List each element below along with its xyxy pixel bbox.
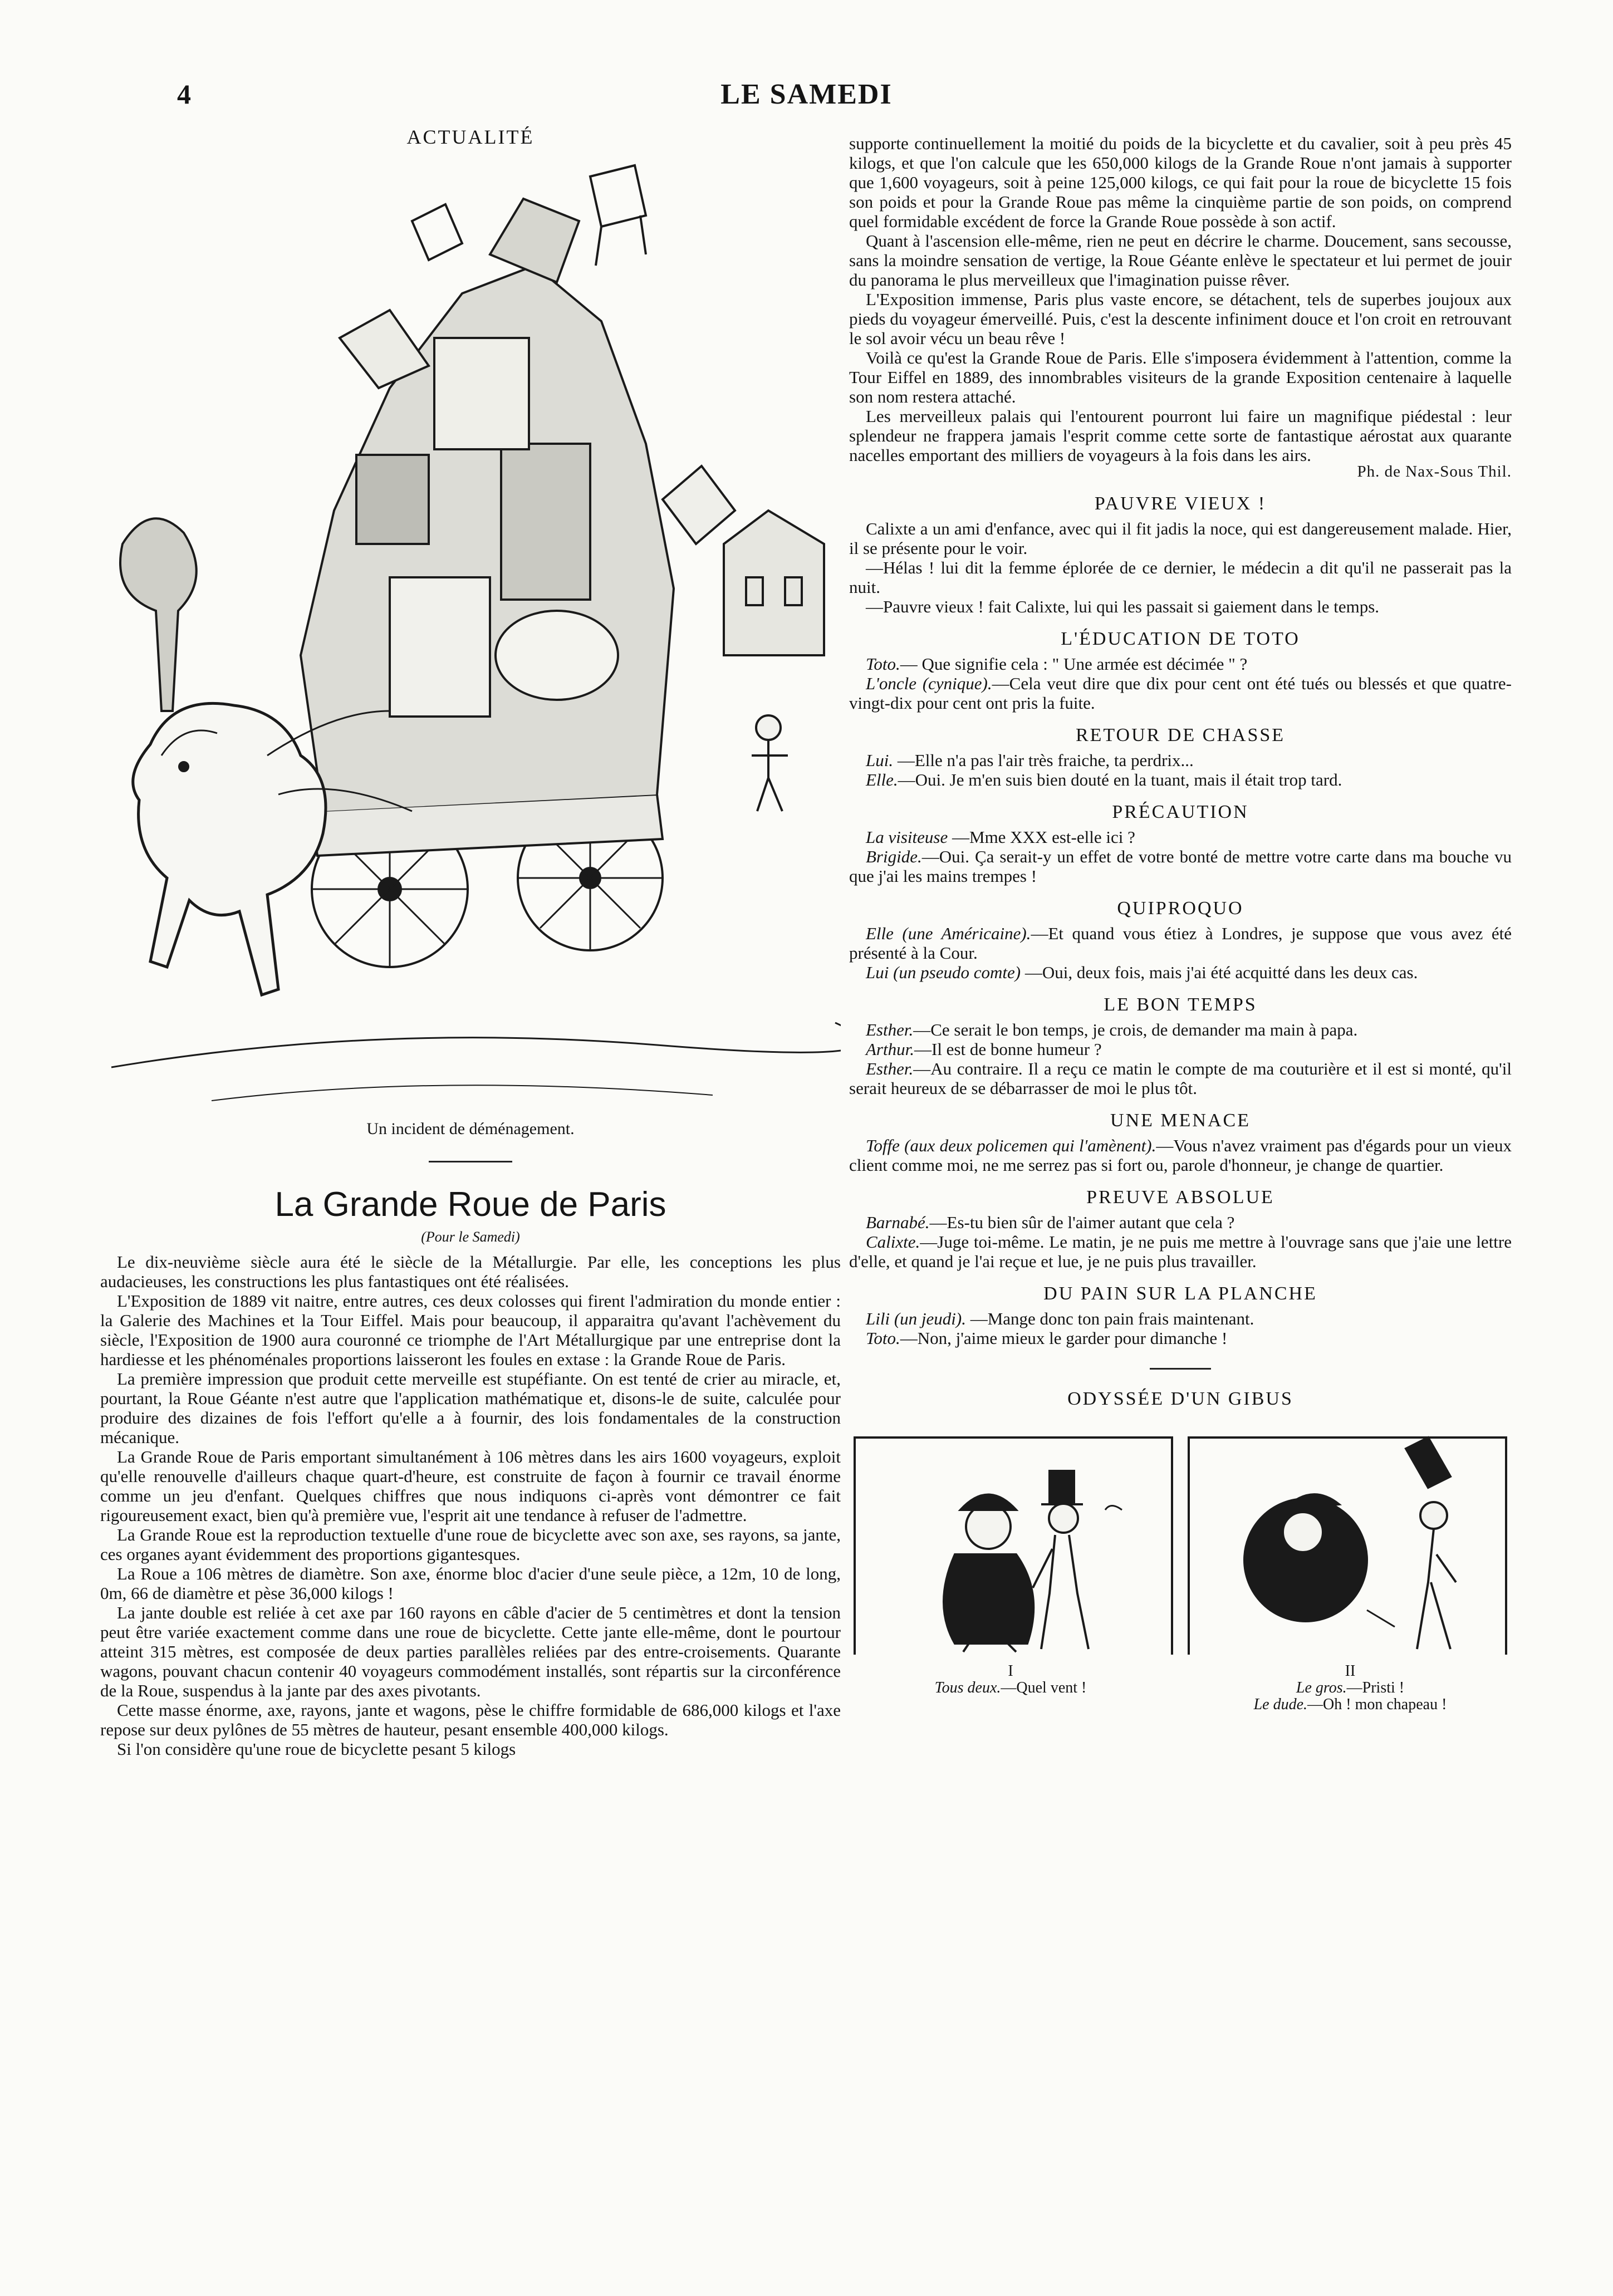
article-paragraph: Voilà ce qu'est la Grande Roue de Paris. Elle s'imposera évidemment à l'attention, comme la Tour Eiffel en 1889, des innombrables visiteurs de la grande Exposition centenaire à laquelle son nom restera attaché.	[849, 348, 1512, 406]
joke-title: RETOUR DE CHASSE	[1075, 725, 1286, 745]
joke-line: Lili (un jeudi). —Mange donc ton pain frais maintenant.	[866, 1309, 1254, 1328]
joke-retour-de-chasse	[849, 725, 1512, 789]
joke-line: Toto.— Que signifie cela : " Une armée est décimée " ?	[866, 654, 1248, 674]
masthead: LE SAMEDI	[720, 79, 893, 110]
article-paragraph: L'Exposition immense, Paris plus vaste encore, se détachent, tels de superbes joujoux aux pieds du voyageur émerveillé. Puis, c'est la descente infiniment douce et l'on croit en retrouvant le sol avoir vécu un beau rêve !	[849, 290, 1512, 348]
joke-title: PREUVE ABSOLUE	[1086, 1187, 1274, 1208]
article-paragraph: La Roue a 106 mètres de diamètre. Son axe, énorme bloc d'acier d'une seule pièce, a 12m, 10 de long, 0m, 66 de diamètre et pèse 36,000 kilogs !	[100, 1564, 841, 1603]
article-paragraph: La Grande Roue de Paris emportant simultanément à 106 mètres dans les airs 1600 voyageurs, exploit qu'elle renouvelle d'ailleurs chaque quart-d'heure, est construite de façon à fournir ce travail énorme comme un jeu d'enfant. Quelques chiffres que nous indiquons ci-après vont démontrer ce fait rigoureusement exact, bien qu'à première vue, l'esprit ait une tendance à refuser de l'admettre.	[100, 1447, 841, 1525]
joke-preuve-absolue	[849, 1187, 1512, 1271]
left-column	[100, 125, 841, 2285]
joke-line: Elle.—Oui. Je m'en suis bien douté en la tuant, mais il était trop tard.	[866, 770, 1342, 789]
article-paragraph: supporte continuellement la moitié du poids de la bicyclette et du cavalier, soit à peu près 45 kilogs, et que l'on calcule que les 650,000 kilogs de la Grande Roue n'ont jamais à supporter que 1,600 voyageurs, soit à peine 125,000 kilogs, ce qui fait pour la roue de bicyclette 15 fois son poids et pour la Grande Roue pas même la cinquième partie de son poids, on comprend quel formidable excédent de force la Grande Roue possède à son actif.	[849, 134, 1512, 231]
article-paragraph: La première impression que produit cette merveille est stupéfiante. On est tenté de crier au miracle, et, pourtant, la Roue Géante n'est autre que l'application mathématique et, disons-le de suite, calculée pour produire des dizaines de fois l'effort qu'elle a à fournir, des lois fondamentales de la construction mécanique.	[100, 1369, 841, 1447]
article-paragraph: Les merveilleux palais qui l'entourent pourront lui faire un magnifique piédestal : leur splendeur ne frappera jamais l'esprit comme cette sorte de fantastique aérostat aux quarante nacelles emportant des milliers de voyageurs à la fois dans les airs.	[849, 406, 1512, 465]
article-paragraph: La jante double est reliée à cet axe par 160 rayons en câble d'acier de 5 centimètres et dont la tension peut être variée exactement comme dans une roue de bicyclette. Cette jante elle-même, dont le pourtour atteint 315 mètres, est composée de deux parties parallèles reliées par des entre-croisements. Quarante wagons, pouvant chacun contenir 40 voyageurs commodément installés, sont répartis sur la circonférence de la Roue, suspendus à la jante par des axes pivotants.	[100, 1603, 841, 1700]
joke-line: Lui (un pseudo comte) —Oui, deux fois, mais j'ai été acquitté dans les deux cas.	[866, 963, 1418, 982]
joke-line: Calixte.—Juge toi-même. Le matin, je ne puis me mettre à l'ouvrage sans que j'aie une lettre d'elle, et quand je l'ai reçue et lue, je ne puis plus travailler.	[849, 1232, 1512, 1271]
joke-line: Toto.—Non, j'aime mieux le garder pour dimanche !	[866, 1328, 1228, 1348]
comic-title: ODYSSÉE D'UN GIBUS	[1067, 1389, 1293, 1409]
divider-rule	[1150, 1368, 1211, 1370]
joke-pauvre-vieux	[849, 493, 1512, 616]
panel-2-caption: II Le gros.—Pristi ! Le dude.—Oh ! mon chapeau !	[1253, 1662, 1447, 1713]
illustration-caption: Un incident de déménagement.	[366, 1120, 575, 1138]
joke-le-bon-temps	[849, 994, 1512, 1098]
joke-education-toto	[849, 629, 1512, 713]
joke-title: LE BON TEMPS	[1104, 994, 1257, 1015]
joke-title: QUIPROQUO	[1117, 898, 1244, 919]
joke-line: Brigide.—Oui. Ça serait-y un effet de votre bonté de mettre votre carte dans ma bouche vu que j'ai les mains trempes !	[849, 847, 1512, 886]
joke-une-menace	[849, 1110, 1512, 1175]
article-paragraph: Quant à l'ascension elle-même, rien ne peut en décrire le charme. Doucement, sans secousse, sans la moindre sensation de vertige, la Roue Géante enlève le spectateur et lui permet de jouir du panorama le plus merveilleux que l'imagination puisse rêver.	[849, 231, 1512, 290]
joke-du-pain	[849, 1283, 1512, 1348]
illustration-drawing	[100, 154, 841, 1112]
article-title: La Grande Roue de Paris	[274, 1185, 666, 1224]
panel-1-caption: I Tous deux.—Quel vent !	[934, 1662, 1087, 1696]
joke-precaution	[849, 802, 1512, 886]
comic-captions	[849, 1663, 1512, 1713]
joke-line: —Hélas ! lui dit la femme éplorée de ce dernier, le médecin a dit qu'il ne passerait pas la nuit.	[849, 558, 1512, 597]
joke-line: Esther.—Ce serait le bon temps, je crois, de demander ma main à papa.	[866, 1020, 1358, 1039]
right-column	[849, 134, 1512, 2283]
joke-line: Elle (une Américaine).—Et quand vous étiez à Londres, je suppose que vous avez été présenté à la Cour.	[849, 924, 1512, 963]
divider-rule	[429, 1161, 512, 1162]
joke-title: L'ÉDUCATION DE TOTO	[1061, 629, 1300, 649]
joke-line: Lui. —Elle n'a pas l'air très fraiche, ta perdrix...	[866, 750, 1194, 770]
joke-title: PRÉCAUTION	[1112, 802, 1249, 822]
author-signature: Ph. de Nax-Sous Thil.	[1357, 463, 1512, 480]
joke-line: L'oncle (cynique).—Cela veut dire que dix pour cent ont été tués ou blessés et que quatre-vingt-dix pour cent ont pris la fuite.	[849, 674, 1512, 713]
joke-line: —Pauvre vieux ! fait Calixte, lui qui les passait si gaiement dans le temps.	[866, 597, 1380, 616]
joke-title: UNE MENACE	[1110, 1110, 1251, 1131]
comic-strip	[849, 1426, 1512, 1713]
article-paragraph: Le dix-neuvième siècle aura été le siècle de la Métallurgie. Par elle, les conceptions les plus audacieuses, les constructions les plus fantastiques ont été réalisées.	[100, 1252, 841, 1291]
section-label: ACTUALITÉ	[406, 126, 535, 148]
joke-line: Barnabé.—Es-tu bien sûr de l'aimer autant que cela ?	[866, 1213, 1235, 1232]
joke-line: Arthur.—Il est de bonne humeur ?	[866, 1039, 1102, 1059]
page-number: 4	[177, 79, 191, 110]
article-paragraph: Si l'on considère qu'une roue de bicyclette pesant 5 kilogs	[117, 1739, 516, 1759]
joke-line: Calixte a un ami d'enfance, avec qui il fit jadis la noce, qui est dangereusement malade. Hier, il se présente pour le voir.	[849, 519, 1512, 558]
joke-line: Toffe (aux deux policemen qui l'amènent).—Vous n'avez vraiment pas d'égards pour un vieux client comme moi, ne me serrez pas si fort ou, parole d'honneur, je change de quartier.	[849, 1136, 1512, 1175]
article-paragraph: Cette masse énorme, axe, rayons, jante et wagons, pèse le chiffre formidable de 686,000 kilogs et l'axe repose sur deux pylônes de 55 mètres de hauteur, pesant ensemble 400,000 kilogs.	[100, 1700, 841, 1739]
article-paragraph: La Grande Roue est la reproduction textuelle d'une roue de bicyclette avec son axe, ses rayons, sa jante, ces organes ayant évidemment des proportions gigantesques.	[100, 1525, 841, 1564]
moving-cart-illustration	[100, 154, 841, 1112]
article-paragraph: L'Exposition de 1889 vit naitre, entre autres, ces deux colosses qui firent l'admiration du monde entier : la Galerie des Machines et la Tour Eiffel. Mais pour beaucoup, il apparaitra qu'avant l'achèvement du siècle, l'Exposition de 1900 aura couronné ce triomphe de l'Art Métallurgique par une entreprise dont la hardiesse et les phénoménales proportions laisseront les foules en extase : la Grande Roue de Paris.	[100, 1291, 841, 1369]
article-body	[100, 1252, 841, 1759]
joke-line: La visiteuse —Mme XXX est-elle ici ?	[866, 827, 1135, 847]
joke-title: PAUVRE VIEUX !	[1094, 493, 1267, 514]
comic-panels	[849, 1426, 1512, 1660]
article-continuation	[849, 134, 1512, 465]
joke-line: Esther.—Au contraire. Il a reçu ce matin le compte de ma couturière et il est si monté, qu'il serait heureux de se débarrasser de moi le plus tôt.	[849, 1059, 1512, 1098]
joke-title: DU PAIN SUR LA PLANCHE	[1043, 1283, 1317, 1304]
article-subtitle: (Pour le Samedi)	[421, 1229, 520, 1245]
joke-quiproquo	[849, 898, 1512, 982]
